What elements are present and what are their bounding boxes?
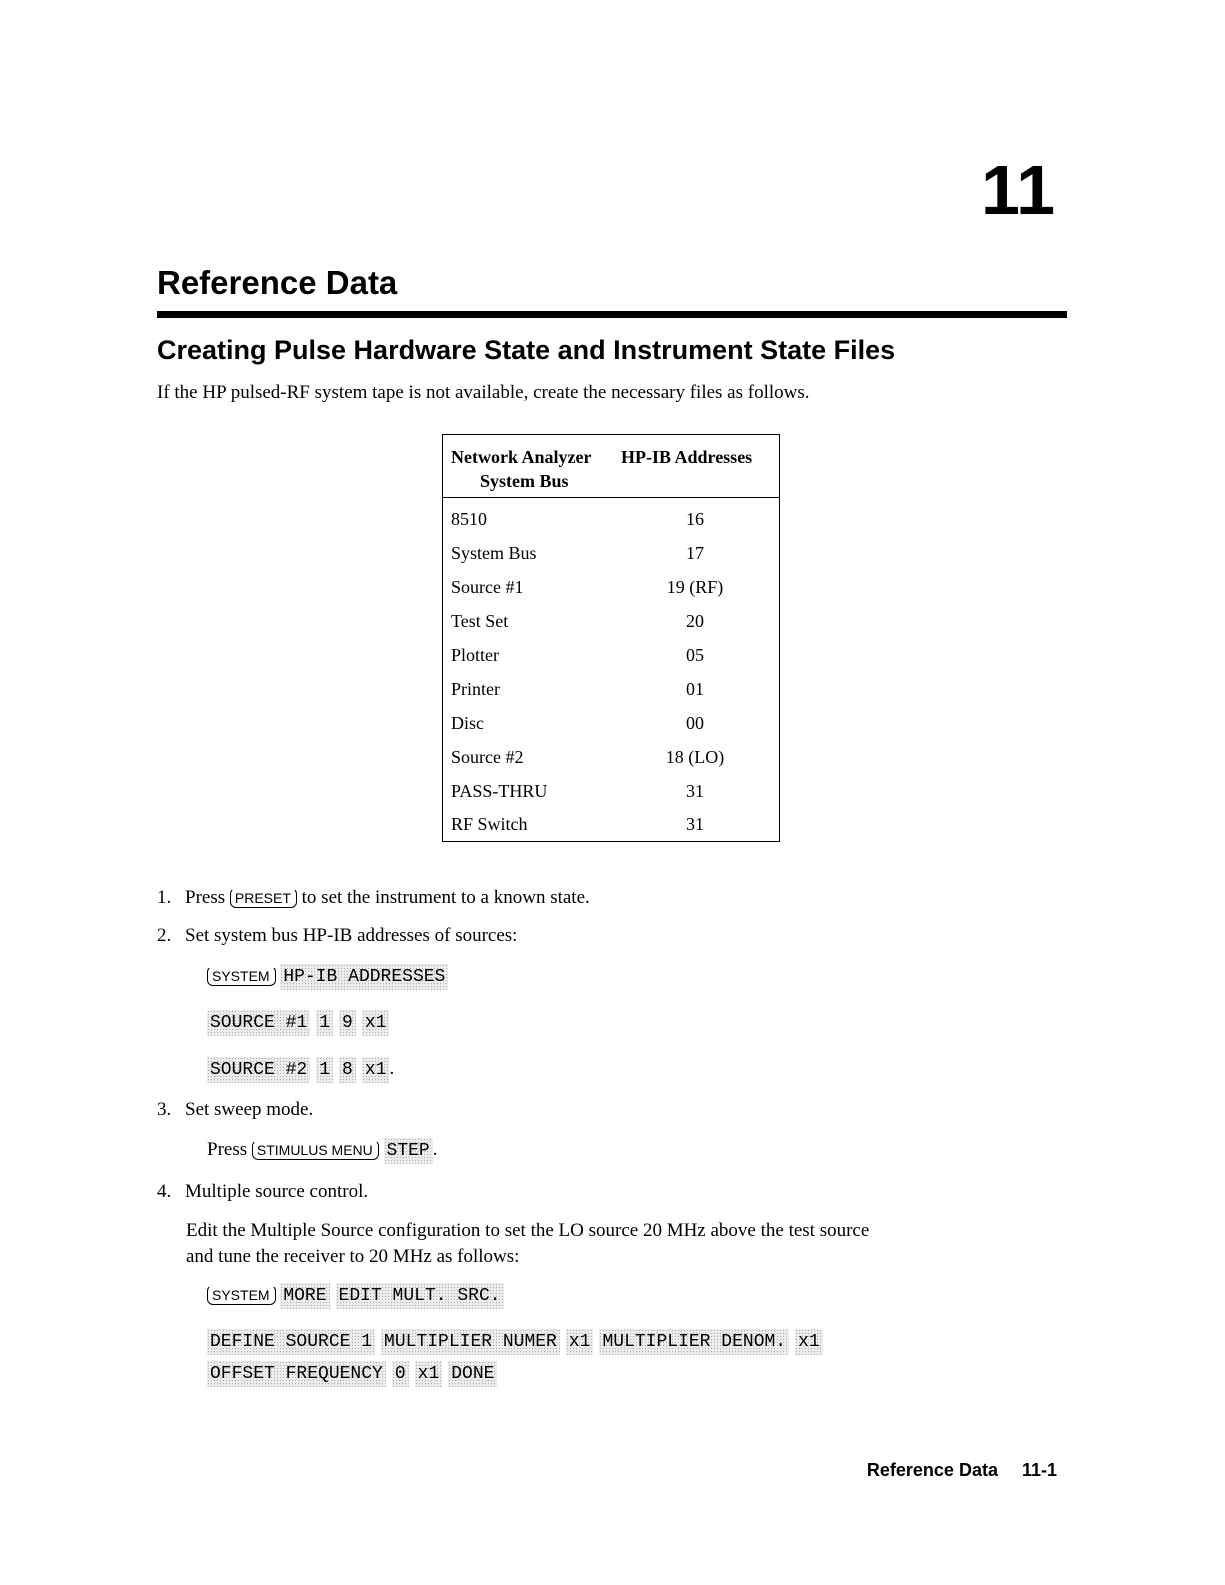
address-cell: 19 (RF)	[666, 577, 724, 597]
table-row	[443, 643, 779, 677]
device-cell: Plotter	[451, 645, 499, 665]
address-cell: 18 (LO)	[665, 747, 725, 767]
footer-label: Reference Data	[866, 1460, 998, 1480]
chapter-number: 11	[981, 151, 1055, 229]
step-number: 3.	[157, 1099, 172, 1120]
softkey-done[interactable]: DONE	[448, 1361, 497, 1387]
table-row	[443, 745, 779, 779]
key-sequence	[207, 1056, 394, 1083]
system-key[interactable]: SYSTEM	[207, 966, 276, 986]
step-text: Set system bus HP-IB addresses of sources:	[185, 925, 518, 946]
key-1[interactable]: 1	[316, 1057, 333, 1083]
page-number: 11-1	[1021, 1460, 1057, 1480]
table-row	[443, 711, 779, 745]
device-cell: System Bus	[451, 543, 537, 563]
table-row	[443, 609, 779, 643]
table-header	[443, 435, 779, 498]
intro-paragraph: If the HP pulsed-RF system tape is not available, create the necessary files as follows.	[157, 382, 810, 403]
title-rule	[157, 311, 1067, 318]
address-cell: 00	[686, 713, 704, 733]
header-address: HP-IB Addresses	[621, 447, 753, 467]
table-row	[443, 677, 779, 711]
step-text: to set the instrument to a known state.	[301, 887, 590, 908]
hpib-address-table	[442, 434, 780, 842]
key-x1[interactable]: x1	[795, 1329, 823, 1355]
key-x1[interactable]: x1	[566, 1329, 594, 1355]
header-device	[451, 445, 631, 493]
key-x1[interactable]: x1	[362, 1057, 390, 1083]
softkey-define-source-1[interactable]: DEFINE SOURCE 1	[207, 1329, 375, 1355]
step-number: 4.	[157, 1181, 172, 1202]
table-row	[443, 779, 779, 813]
page-footer	[867, 1458, 1057, 1482]
device-cell: Test Set	[451, 611, 509, 631]
device-cell: RF Switch	[451, 814, 528, 834]
step-text: Set sweep mode.	[185, 1099, 314, 1120]
chapter-title: Reference Data	[157, 264, 398, 301]
address-cell: 16	[686, 509, 704, 529]
step-number: 1.	[157, 887, 172, 908]
address-cell: 20	[686, 611, 704, 631]
device-cell: PASS-THRU	[451, 781, 548, 801]
system-key[interactable]: SYSTEM	[207, 1285, 276, 1305]
step-1	[157, 885, 590, 911]
device-cell: Printer	[451, 679, 500, 699]
key-sequence	[207, 1328, 829, 1355]
softkey-multiplier-numer[interactable]: MULTIPLIER NUMER	[381, 1329, 560, 1355]
address-cell: 01	[686, 679, 704, 699]
softkey-step[interactable]: STEP	[384, 1138, 433, 1164]
section-title: Creating Pulse Hardware State and Instrument State Files	[157, 335, 896, 365]
step-4	[157, 1179, 368, 1205]
key-x1[interactable]: x1	[362, 1010, 390, 1036]
address-cell: 17	[686, 543, 704, 563]
step-text: Press	[207, 1139, 248, 1160]
softkey-hpib-addresses[interactable]: HP-IB ADDRESSES	[280, 964, 448, 990]
key-0[interactable]: 0	[392, 1361, 409, 1387]
key-x1[interactable]: x1	[415, 1361, 443, 1387]
step-text: Press	[185, 887, 226, 908]
table-row	[443, 812, 779, 846]
address-cell: 31	[686, 781, 704, 801]
device-cell: Disc	[451, 713, 484, 733]
key-9[interactable]: 9	[339, 1010, 356, 1036]
preset-key[interactable]: PRESET	[230, 888, 297, 908]
key-sequence	[207, 1282, 510, 1309]
header-device-line1: Network Analyzer	[451, 447, 592, 467]
softkey-multiplier-denom[interactable]: MULTIPLIER DENOM.	[599, 1329, 789, 1355]
key-8[interactable]: 8	[339, 1057, 356, 1083]
device-cell: Source #1	[451, 577, 524, 597]
softkey-edit-mult-src[interactable]: EDIT MULT. SRC.	[336, 1283, 504, 1309]
address-cell: 05	[686, 645, 704, 665]
step-4-paragraph-line1: Edit the Multiple Source configuration to set the LO source 20 MHz above the test source	[186, 1220, 870, 1241]
device-cell: 8510	[451, 509, 487, 529]
softkey-more[interactable]: MORE	[280, 1283, 329, 1309]
softkey-source2[interactable]: SOURCE #2	[207, 1057, 310, 1083]
key-1[interactable]: 1	[316, 1010, 333, 1036]
punctuation: .	[432, 1139, 438, 1160]
device-cell: Source #2	[451, 747, 524, 767]
table-row	[443, 507, 779, 541]
stimulus-menu-key[interactable]: STIMULUS MENU	[252, 1140, 379, 1160]
key-sequence	[207, 1009, 395, 1036]
step-text: Multiple source control.	[185, 1181, 369, 1202]
step-3	[157, 1097, 313, 1123]
step-4-paragraph-line2: and tune the receiver to 20 MHz as follows:	[186, 1246, 520, 1267]
table-row	[443, 541, 779, 575]
key-sequence	[207, 963, 454, 990]
key-sequence	[207, 1360, 503, 1387]
punctuation: .	[389, 1058, 395, 1079]
step-2	[157, 923, 517, 949]
softkey-offset-frequency[interactable]: OFFSET FREQUENCY	[207, 1361, 386, 1387]
table-row	[443, 575, 779, 609]
header-device-line2: System Bus	[480, 471, 569, 491]
key-sequence	[207, 1137, 438, 1164]
softkey-source1[interactable]: SOURCE #1	[207, 1010, 310, 1036]
step-number: 2.	[157, 925, 172, 946]
address-cell: 31	[686, 814, 704, 834]
